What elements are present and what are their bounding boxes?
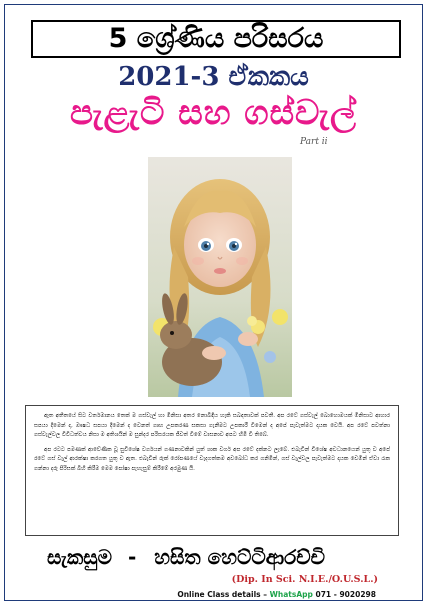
girl-with-rabbit-photo <box>148 157 292 397</box>
author-credentials: (Dip. In Sci. N.I.E./O.U.S.L.) <box>231 574 378 585</box>
intro-paragraph-1: ඈත අතීතයේ සිට වර්තමානය තෙක් ම ගස්වැල් හා මිනිසා අතර නොබිඳිය හැකි සබඳතාවක් පවතී. අප රටේ ගස්වැල් බොහොමයක් මිනිසාට ආහාර සපයා දීමෙන් ද, ඖෂධ සපයා දීමෙන් ද වෙනත් ගෘහ උපකරණ සකසා ගැනීමට උපකාරී වීමෙන් ද අපේ පැවැත්මට දායක වෙයි. අප රටේ පවත්නා ගස්වැල්වල විවිධත්වය නිසා ම අතිශයින් ම සුන්දර පරිසරයක ජීවත් වීමේ වාසනාව අපට හිමි වී තිබේ. <box>34 413 390 439</box>
contact-details <box>177 590 376 599</box>
part-label: Part ii <box>300 137 328 147</box>
lesson-title: පැළැටි සහ ගස්වැල් <box>70 93 357 133</box>
author-name: හසිත හෙට්ටිආරච්චි <box>154 545 326 569</box>
author-separator: - <box>127 545 137 569</box>
whatsapp-label: WhatsApp <box>269 590 313 599</box>
page-title: 5 ශ්‍රේණිය පරිසරය <box>108 23 324 54</box>
intro-text-box <box>25 405 399 536</box>
author-label: සැකසුම <box>47 545 112 569</box>
intro-paragraph-2: අප රටට පමණක් ආවේණික වූ සුවිශේෂ වර්ගයන් ගණනාවකින් යුත් ශාක වර්ග අප රටේ දක්නට ලැබේ. එබැවින් විශේෂ අවධානයෙන් යුතු ව අපේ රටේ ගස් වැල් ආරක්ෂා කරගත යුතු ව ඇත. එබැවින් රුක් රෝපණයේ වැදගත්කම අවබෝධ කර ගනිමින්, ගස් වැල්වල පැවැත්මට දායක වෙමින් ඒවා රැක ගන්නා දරු පිරිසක් බිහි කිරීම මෙම පෝෂා පැහැසුම් කිරීමේ අරමුණ යි. <box>34 446 390 472</box>
page-frame <box>4 4 423 601</box>
title-box <box>31 20 401 58</box>
unit-heading: 2021-3 ඒකකය <box>118 62 309 92</box>
contact-prefix: Online Class details – <box>177 590 270 599</box>
photo-illustration <box>148 157 292 397</box>
author-row <box>47 543 407 571</box>
contact-number: 071 - 9020298 <box>312 590 376 599</box>
